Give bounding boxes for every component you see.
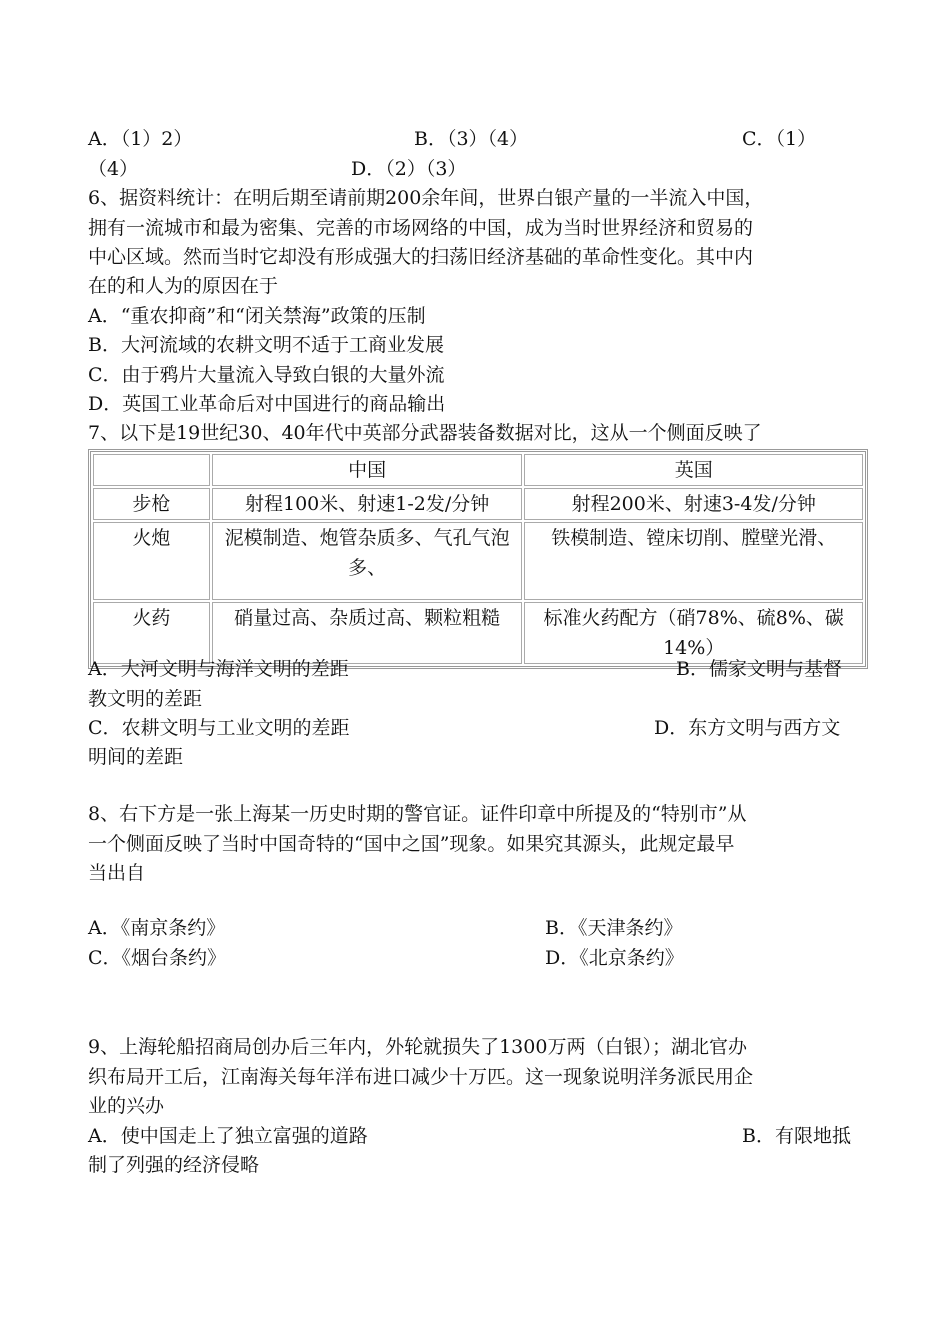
q6-stem-line-2: 拥有一流城市和最为密集、完善的市场网络的中国，成为当时世界经济和贸易的 (88, 217, 754, 239)
q6-stem-line-3: 中心区域。然而当时它却没有形成强大的扫荡旧经济基础的革命性变化。其中内 (88, 246, 754, 268)
table-cell: 步枪 (93, 488, 210, 520)
table-header-britain: 英国 (524, 454, 863, 486)
q7-option-c: C．农耕文明与工业文明的差距 (88, 717, 350, 739)
q7-option-b: B．儒家文明与基督 (676, 658, 842, 680)
table-header-empty (93, 454, 210, 486)
table-header-row (93, 454, 863, 486)
q6-option-d: D．英国工业革命后对中国进行的商品输出 (88, 393, 446, 415)
weapons-comparison-table (88, 449, 868, 669)
q6-option-c: C．由于鸦片大量流入导致白银的大量外流 (88, 364, 445, 386)
q7-option-d: D．东方文明与西方文 (654, 717, 841, 739)
q6-option-b: B．大河流域的农耕文明不适于工商业发展 (88, 334, 444, 356)
q9-stem-line-2: 织布局开工后，江南海关每年洋布进口减少十万匹。这一现象说明洋务派民用企 (88, 1066, 754, 1088)
table-cell: 硝量过高、杂质过高、颗粒粗糙 (212, 602, 523, 664)
q5-option-a: A．（1）2） (88, 128, 193, 150)
q6-stem-line-1: 6、据资料统计：在明后期至请前期200余年间，世界白银产量的一半流入中国， (88, 187, 764, 209)
q9-option-b-cont: 制了列强的经济侵略 (88, 1154, 260, 1176)
q8-stem-line-3: 当出自 (88, 862, 146, 884)
q7-stem: 7、以下是19世纪30、40年代中英部分武器装备数据对比，这从一个侧面反映了 (88, 422, 762, 444)
q9-option-b: B．有限地抵 (742, 1125, 851, 1147)
q8-stem-line-2: 一个侧面反映了当时中国奇特的“国中之国”现象。如果究其源头，此规定最早 (88, 833, 735, 855)
table-cell: 泥模制造、炮管杂质多、气孔气泡多、 (212, 522, 523, 600)
q8-option-d: D．《北京条约》 (545, 947, 684, 969)
q5-option-c-cont: （4） (88, 158, 139, 180)
table-cell: 射程100米、射速1-2发/分钟 (212, 488, 523, 520)
q6-option-a: A．“重农抑商”和“闭关禁海”政策的压制 (88, 305, 426, 327)
table-header-china: 中国 (212, 454, 523, 486)
table-cell: 铁模制造、镗床切削、膛壁光滑、 (524, 522, 863, 600)
q7-option-a: A．大河文明与海洋文明的差距 (88, 658, 349, 680)
q5-option-d: D．（2）（3） (351, 158, 467, 180)
q7-option-b-cont: 教文明的差距 (88, 688, 203, 710)
q9-stem-line-1: 9、上海轮船招商局创办后三年内，外轮就损失了1300万两（白银）；湖北官办 (88, 1036, 747, 1058)
q7-option-d-cont: 明间的差距 (88, 746, 184, 768)
q8-option-b: B．《天津条约》 (545, 917, 683, 939)
q5-option-c: C．（1） (742, 128, 817, 150)
q5-option-b: B．（3）（4） (414, 128, 529, 150)
q9-option-a: A．使中国走上了独立富强的道路 (88, 1125, 368, 1147)
table-row (93, 488, 863, 520)
table-cell: 火炮 (93, 522, 210, 600)
q8-option-a: A．《南京条约》 (88, 917, 226, 939)
q8-option-c: C．《烟台条约》 (88, 947, 227, 969)
q9-stem-line-3: 业的兴办 (88, 1095, 165, 1117)
table-cell: 火药 (93, 602, 210, 664)
table-row (93, 522, 863, 600)
q8-stem-line-1: 8、右下方是一张上海某一历史时期的警官证。证件印章中所提及的“特别市”从 (88, 803, 747, 825)
table-cell: 射程200米、射速3-4发/分钟 (524, 488, 863, 520)
table-cell: 标准火药配方（硝78%、硫8%、碳14%） (524, 602, 863, 664)
q6-stem-line-4: 在的和人为的原因在于 (88, 275, 279, 297)
